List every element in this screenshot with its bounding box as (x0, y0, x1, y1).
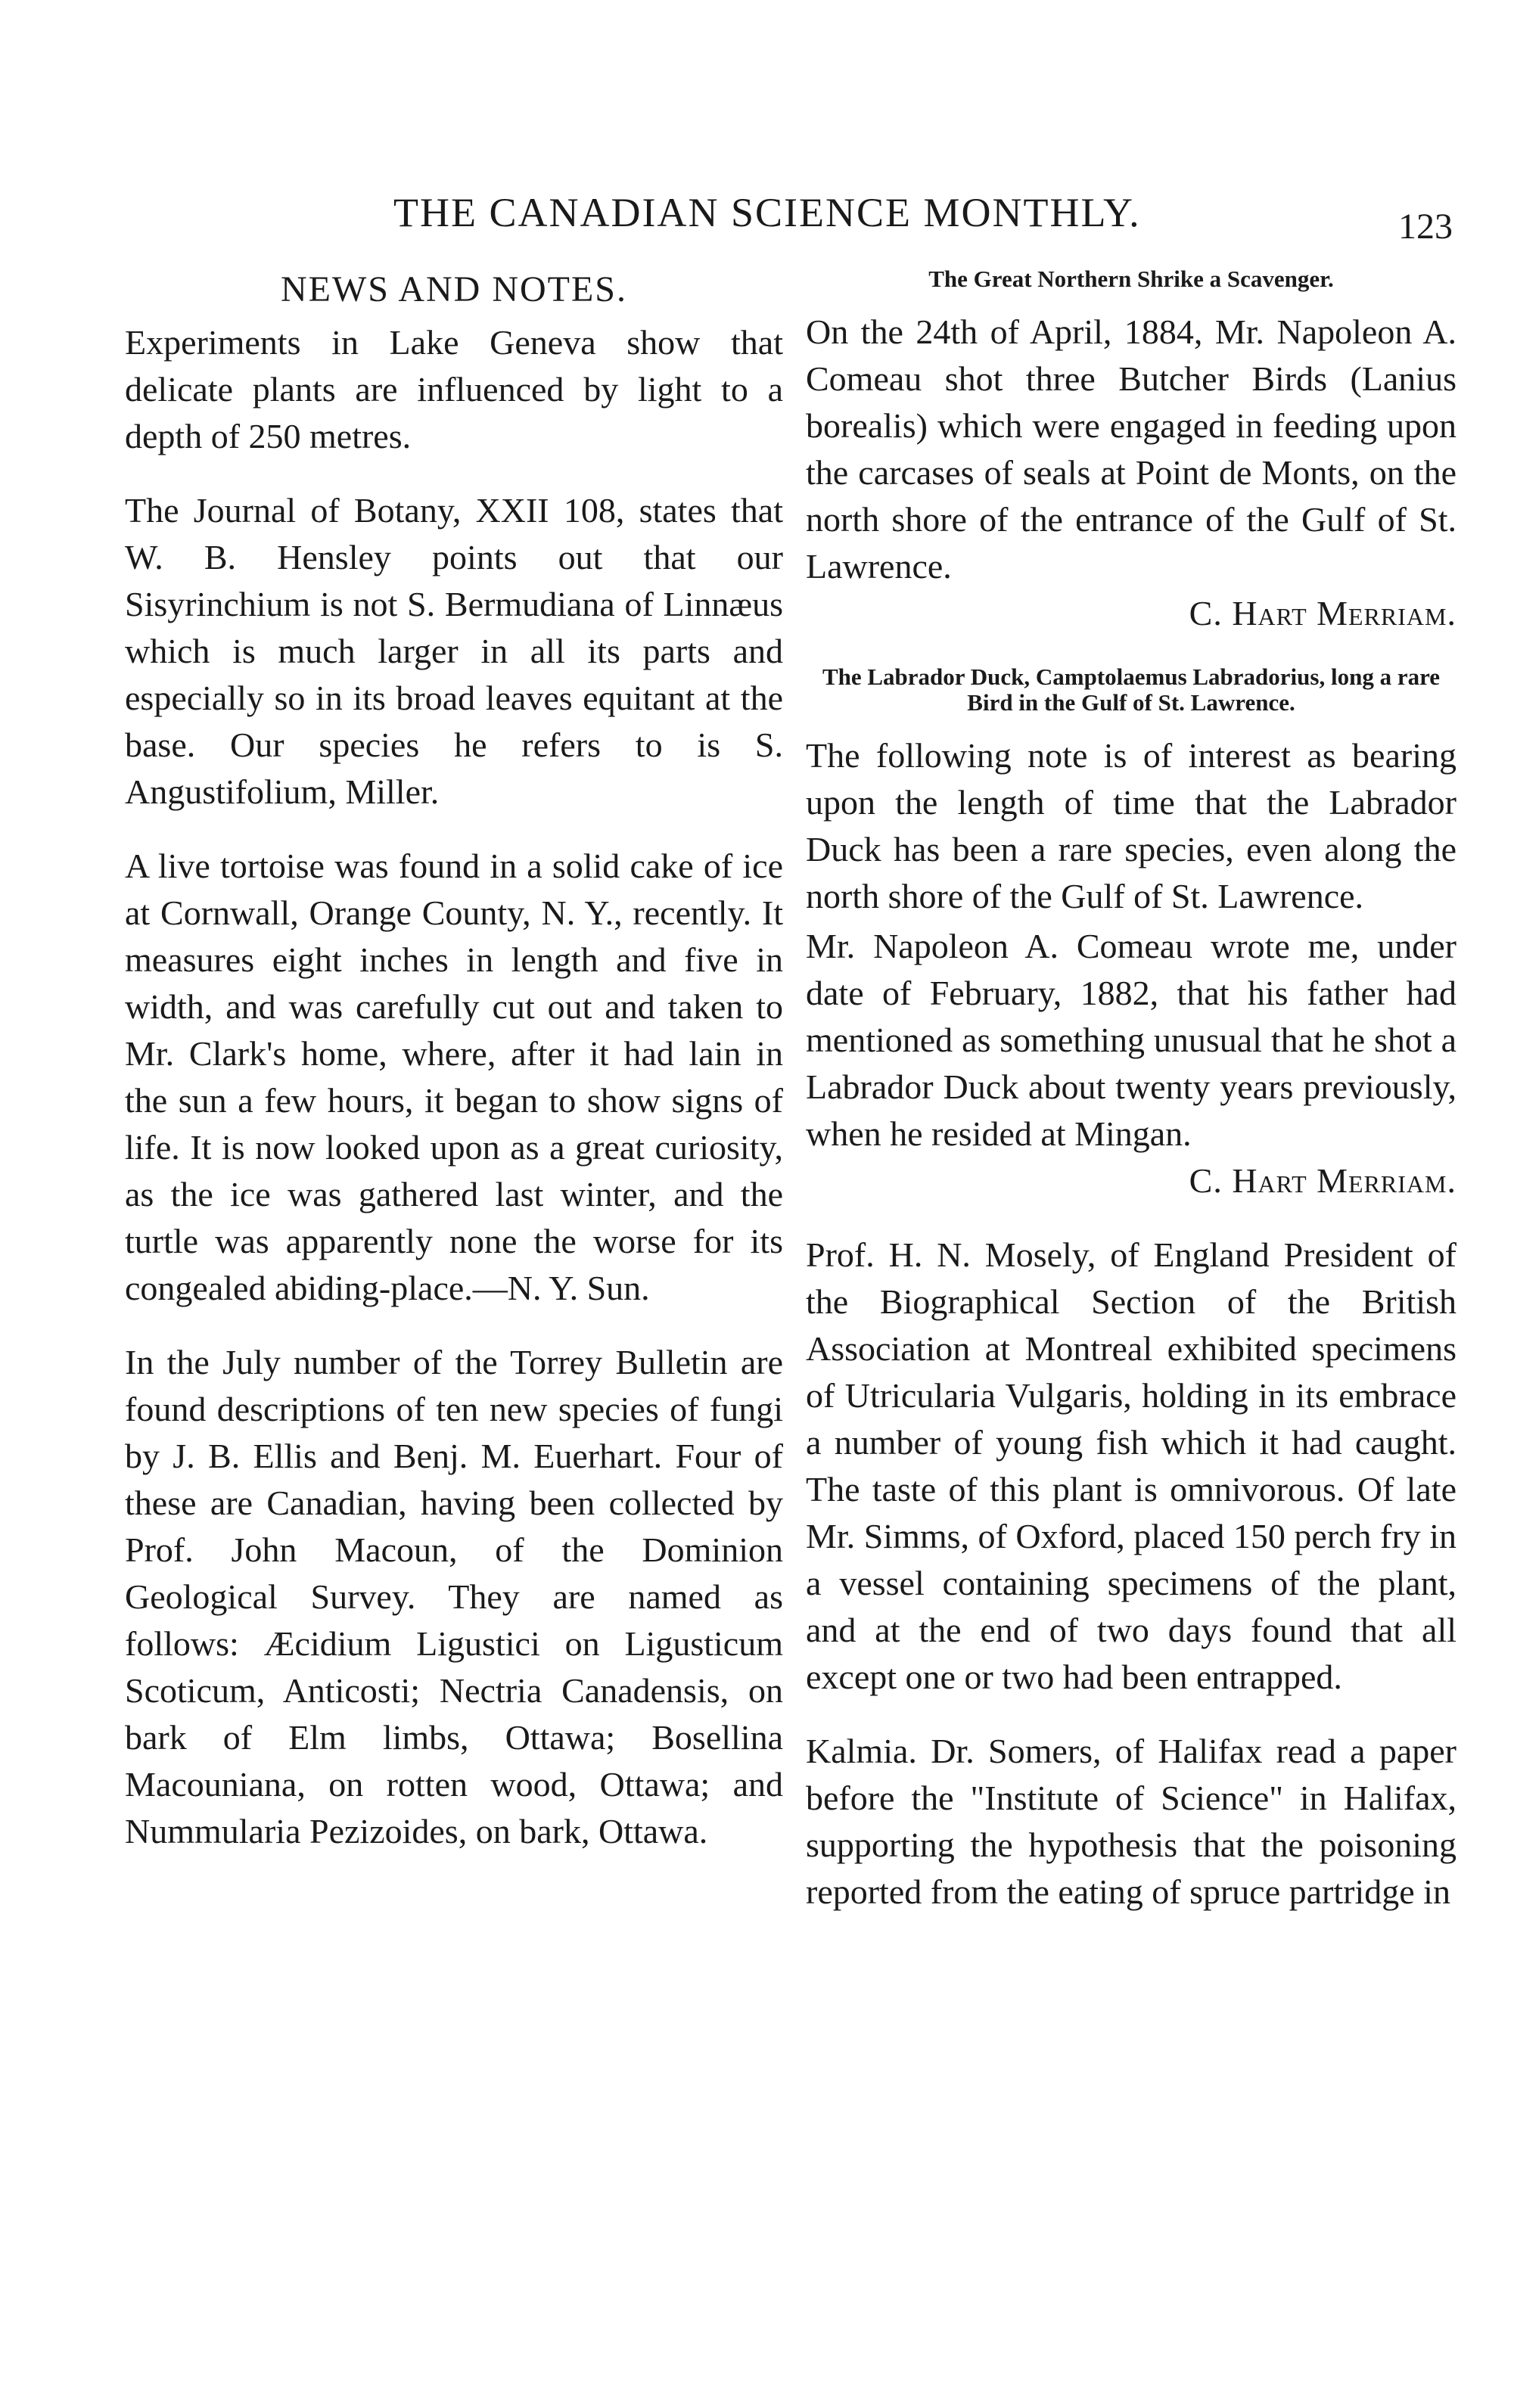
note-paragraph: Prof. H. N. Mosely, of England President of the Biographical Section of the British Association at Montreal exhibited specimens of Utricularia Vulgaris, holding in its embrace a number of young fish which it had caught. The taste of this plant is omnivorous. Of late Mr. Simms, of Oxford, placed 150 perch fry in a vessel containing specimens of the plant, and at the end of two days found that all except one or two had been entrapped. (806, 1235, 1456, 1696)
running-title: THE CANADIAN SCIENCE MONTHLY. (393, 190, 1141, 235)
note-paragraph: In the July number of the Torrey Bulletin are found descriptions of ten new species of fungi by J. B. Ellis and Benj. M. Euerhart. Four of these are Canadian, having been collected by Prof. John Macoun, of the Dominion Geological Survey. They are named as follows: Æcidium Ligustici on Ligusticum Scoticum, Anticosti; Nectria Canadensis, on bark of Elm limbs, Ottawa; Bosellina Macouniana, on rotten wood, Ottawa; and Nummularia Pezizoides, on bark, Ottawa. (125, 1343, 783, 1850)
left-column (125, 266, 783, 1882)
article-body: On the 24th of April, 1884, Mr. Napoleon A. Comeau shot three Butcher Birds (Lanius borealis) which were engaged in feeding upon the carcases of seals at Point de Monts, on the north shore of the entrance of the Gulf of St. Lawrence. (806, 312, 1456, 586)
page-number: 123 (1398, 207, 1453, 247)
signature: C. Hart Merriam. (1189, 1161, 1456, 1200)
section-heading: NEWS AND NOTES. (281, 269, 627, 309)
note-paragraph: A live tortoise was found in a solid cake of ice at Cornwall, Orange County, N. Y., recently. It measures eight inches in length and five in width, and was carefully cut out and taken to Mr. Clark's home, where, after it had lain in the sun a few hours, it began to show signs of life. It is now looked upon as a great curiosity, as the ice was gathered last winter, and the turtle was apparently none the worse for its congealed abiding-place.—N. Y. Sun. (125, 847, 783, 1307)
article-body: The following note is of interest as bearing upon the length of time that the Labrador Duck has been a rare species, even along the north shore of the Gulf of St. Lawrence. (806, 736, 1456, 915)
article-body: Mr. Napoleon A. Comeau wrote me, under date of February, 1882, that his father had mentioned as something unusual that he shot a Labrador Duck about twenty years previously, when he resided at Mingan. (806, 927, 1456, 1153)
note-paragraph: Kalmia. Dr. Somers, of Halifax read a paper before the "Institute of Science" in Halifax, supporting the hypothesis that the poisoning reported from the eating of spruce partridge in (806, 1732, 1456, 1911)
note-paragraph: The Journal of Botany, XXII 108, states that W. B. Hensley points out that our Sisyrinchium is not S. Bermudiana of Linnæus which is much larger in all its parts and especially so in its broad leaves equitant at the base. Our species he refers to is S. Angustifolium, Miller. (125, 491, 783, 811)
right-column (806, 266, 1456, 1943)
signature: C. Hart Merriam. (1189, 594, 1456, 632)
note-paragraph: Experiments in Lake Geneva show that delicate plants are influenced by light to a depth of 250 metres. (125, 323, 783, 455)
article-title: The Labrador Duck, Camptolaemus Labradorius, long a rare Bird in the Gulf of St. Lawrence. (822, 663, 1441, 716)
article-title: The Great Northern Shrike a Scavenger. (928, 266, 1334, 292)
